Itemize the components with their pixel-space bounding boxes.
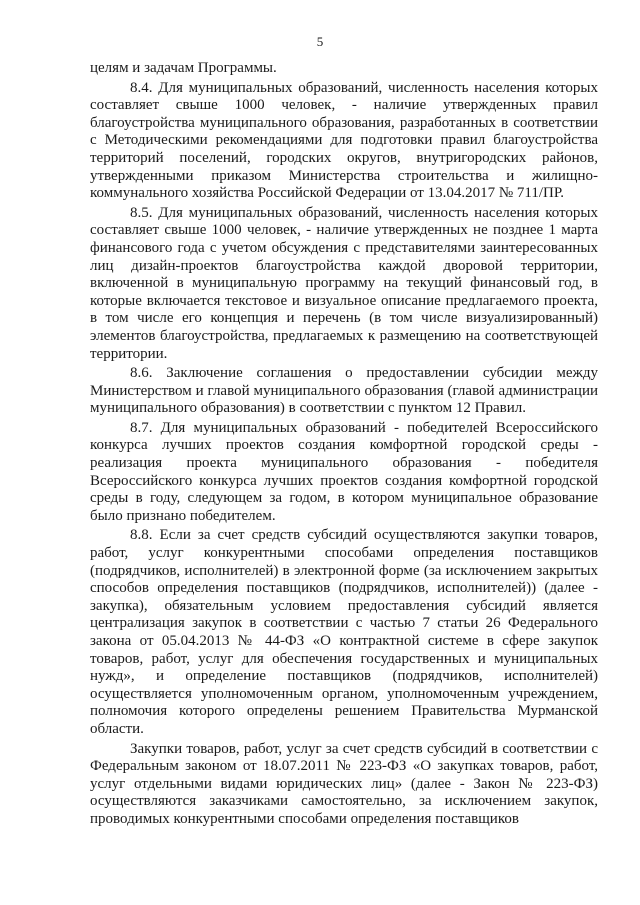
paragraph-8-7: 8.7. Для муниципальных образований - победителей Всероссийского конкурса лучших проектов создания комфортной городской среды - реализация проекта муниципального образования - победителя Всероссийского конкурса лучших проектов создания комфортной городской среды в году, следующем за годом, в котором муниципальное образование было признано победителем. bbox=[90, 419, 598, 524]
paragraph-8-4: 8.4. Для муниципальных образований, численность населения которых составляет свыше 1000 человек, - наличие утвержденных правил благоустройства муниципального образования, разработанных в соответствии с Методическими рекомендациями для подготовки правил благоустройства территорий поселений, городских округов, внутригородских районов, утвержденными приказом Министерства строительства и жилищно-коммунального хозяйства Российской Федерации от 13.04.2017 № 711/ПР. bbox=[90, 79, 598, 202]
paragraph-8-6: 8.6. Заключение соглашения о предоставлении субсидии между Министерством и главой муниципального образования (главой администрации муниципального образования) в соответствии с пунктом 12 Правил. bbox=[90, 365, 598, 417]
paragraph-continuation: целям и задачам Программы. bbox=[90, 60, 277, 76]
paragraph-8-5: 8.5. Для муниципальных образований, численность населения которых составляет свыше 1000 человек, - наличие утвержденных не позднее 1 марта финансового года с учетом обсуждения с представителями заинтересованных лиц дизайн-проектов благоустройства каждой дворовой территории, включенной в муниципальную программу на текущий финансовый год, в которые включается текстовое и визуальное описание предлагаемого проекта, в том числе его концепция и перечень (в том числе визуализированный) элементов благоустройства, предлагаемых к размещению на соответствующей территории. bbox=[90, 204, 598, 362]
paragraph-8-8: 8.8. Если за счет средств субсидий осуществляются закупки товаров, работ, услуг конкурентными способами определения поставщиков (подрядчиков, исполнителей) в электронной форме (за исключением закрытых способов определения поставщиков (подрядчиков, исполнителей)) (далее - закупка), обязательным условием предоставления субсидий является централизация закупок в соответствии с частью 7 статьи 26 Федерального закона от 05.04.2013 № 44-ФЗ «О контрактной системе в сфере закупок товаров, работ, услуг для обеспечения государственных и муниципальных нужд», и определение поставщиков (подрядчиков, исполнителей) осуществляется уполномоченным органом, уполномоченным учреждением, полномочия которого определены решением Правительства Мурманской области. bbox=[90, 527, 598, 737]
document-body bbox=[90, 60, 598, 829]
paragraph-procurement: Закупки товаров, работ, услуг за счет средств субсидий в соответствии с Федеральным законом от 18.07.2011 № 223-ФЗ «О закупках товаров, работ, услуг отдельными видами юридических лиц» (далее - Закон № 223-ФЗ) осуществляются заказчиками самостоятельно, за исключением закупок, проводимых конкурентными способами определения поставщиков bbox=[90, 740, 598, 827]
page-number: 5 bbox=[316, 34, 324, 49]
